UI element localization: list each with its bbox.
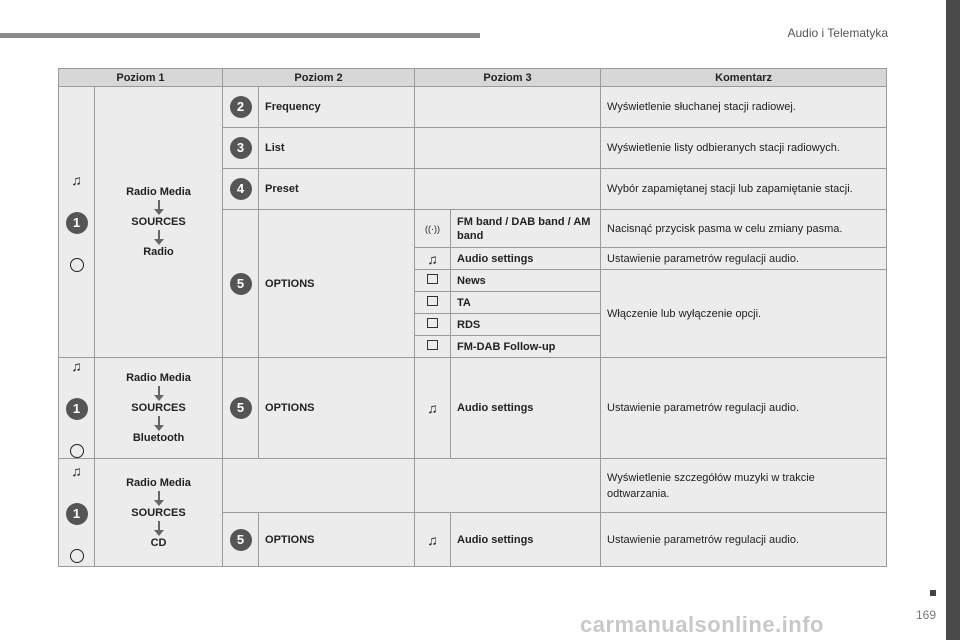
fm-band-icon: ((·)) [415,210,451,248]
arrow-down-icon [158,230,160,240]
group2-level1 [95,358,223,459]
comment: Wyświetlenie listy odbieranych stacji radiowych. [601,128,887,169]
step-badge: 5 [230,273,252,295]
level2-preset: Preset [259,169,415,210]
badge-cell [223,87,259,128]
step-badge: 1 [66,503,88,525]
arrow-down-icon [158,521,160,531]
checkbox-icon [415,270,451,292]
badge-cell [223,210,259,358]
comment: Ustawienie parametrów regulacji audio. [601,248,887,270]
music-note-icon: ♫ [415,513,451,567]
level3-fm-dab-follow-up: FM-DAB Follow-up [451,336,601,358]
group1-icons [59,87,95,358]
badge-cell [223,169,259,210]
arrow-down-icon [158,386,160,396]
header-level3: Poziom 3 [415,69,601,87]
level1-bluetooth: Bluetooth [132,432,185,444]
badge-cell [223,513,259,567]
comment: Ustawienie parametrów regulacji audio. [601,513,887,567]
level1-sources: SOURCES [131,506,186,519]
header-comment: Komentarz [601,69,887,87]
comment: Włączenie lub wyłączenie opcji. [601,270,887,358]
music-note-icon: ♫ [71,358,82,374]
level2-frequency: Frequency [259,87,415,128]
bluetooth-icon [70,444,84,458]
header-level2: Poziom 2 [223,69,415,87]
page-header-title: Audio i Telematyka [787,26,888,40]
comment: Nacisnąć przycisk pasma w celu zmiany pasma. [601,210,887,248]
level3-empty [415,169,601,210]
arrow-down-icon [158,491,160,501]
comment: Wybór zapamiętanej stacji lub zapamiętanie stacji. [601,169,887,210]
group2-icons [59,358,95,459]
step-badge: 5 [230,529,252,551]
level1-radio-media: Radio Media [126,186,191,198]
music-note-icon: ♫ [71,172,82,188]
level1-radio-media: Radio Media [126,476,191,489]
music-note-icon: ♫ [415,358,451,459]
badge-cell [223,128,259,169]
music-note-icon: ♫ [71,462,82,479]
top-bar [0,33,480,38]
group3-icons [59,459,95,567]
level1-radio: Radio [143,246,174,258]
arrow-down-icon [158,200,160,210]
level2-list: List [259,128,415,169]
menu-table [58,68,887,567]
arrow-down-icon [158,416,160,426]
badge-cell [223,358,259,459]
watermark: carmanualsonline.info [580,612,824,637]
level1-radio-media: Radio Media [126,372,191,384]
level3-news: News [451,270,601,292]
level2-empty [223,459,415,513]
level3-fm-band: FM band / DAB band / AM band [451,210,601,248]
music-note-icon: ♫ [415,248,451,270]
level3-ta: TA [451,292,601,314]
right-edge-strip [946,0,960,640]
cd-icon [70,549,84,563]
level3-audio-settings: Audio settings [451,513,601,567]
comment: Wyświetlenie szczegółów muzyki w trakcie odtwarzania. [601,459,887,513]
page-number: 169 [915,608,936,622]
level1-sources: SOURCES [131,216,186,228]
level3-audio-settings: Audio settings [451,358,601,459]
level1-sources: SOURCES [131,402,186,414]
checkbox-icon [415,292,451,314]
step-badge: 4 [230,178,252,200]
group1-level1 [95,87,223,358]
radio-icon [70,258,84,272]
level3-empty [415,128,601,169]
level2-options: OPTIONS [259,513,415,567]
step-badge: 3 [230,137,252,159]
level3-empty [415,459,601,513]
comment: Wyświetlenie słuchanej stacji radiowej. [601,87,887,128]
checkbox-icon [415,336,451,358]
step-badge: 2 [230,96,252,118]
level3-empty [415,87,601,128]
level1-cd: CD [150,536,167,549]
group3-level1 [95,459,223,567]
checkbox-icon [415,314,451,336]
end-marker [930,590,936,596]
level2-options: OPTIONS [259,210,415,358]
level3-audio-settings: Audio settings [451,248,601,270]
level2-options: OPTIONS [259,358,415,459]
step-badge: 5 [230,397,252,419]
level3-rds: RDS [451,314,601,336]
header-level1: Poziom 1 [59,69,223,87]
table-header [59,69,887,87]
step-badge: 1 [66,398,88,420]
comment: Ustawienie parametrów regulacji audio. [601,358,887,459]
step-badge: 1 [66,212,88,234]
